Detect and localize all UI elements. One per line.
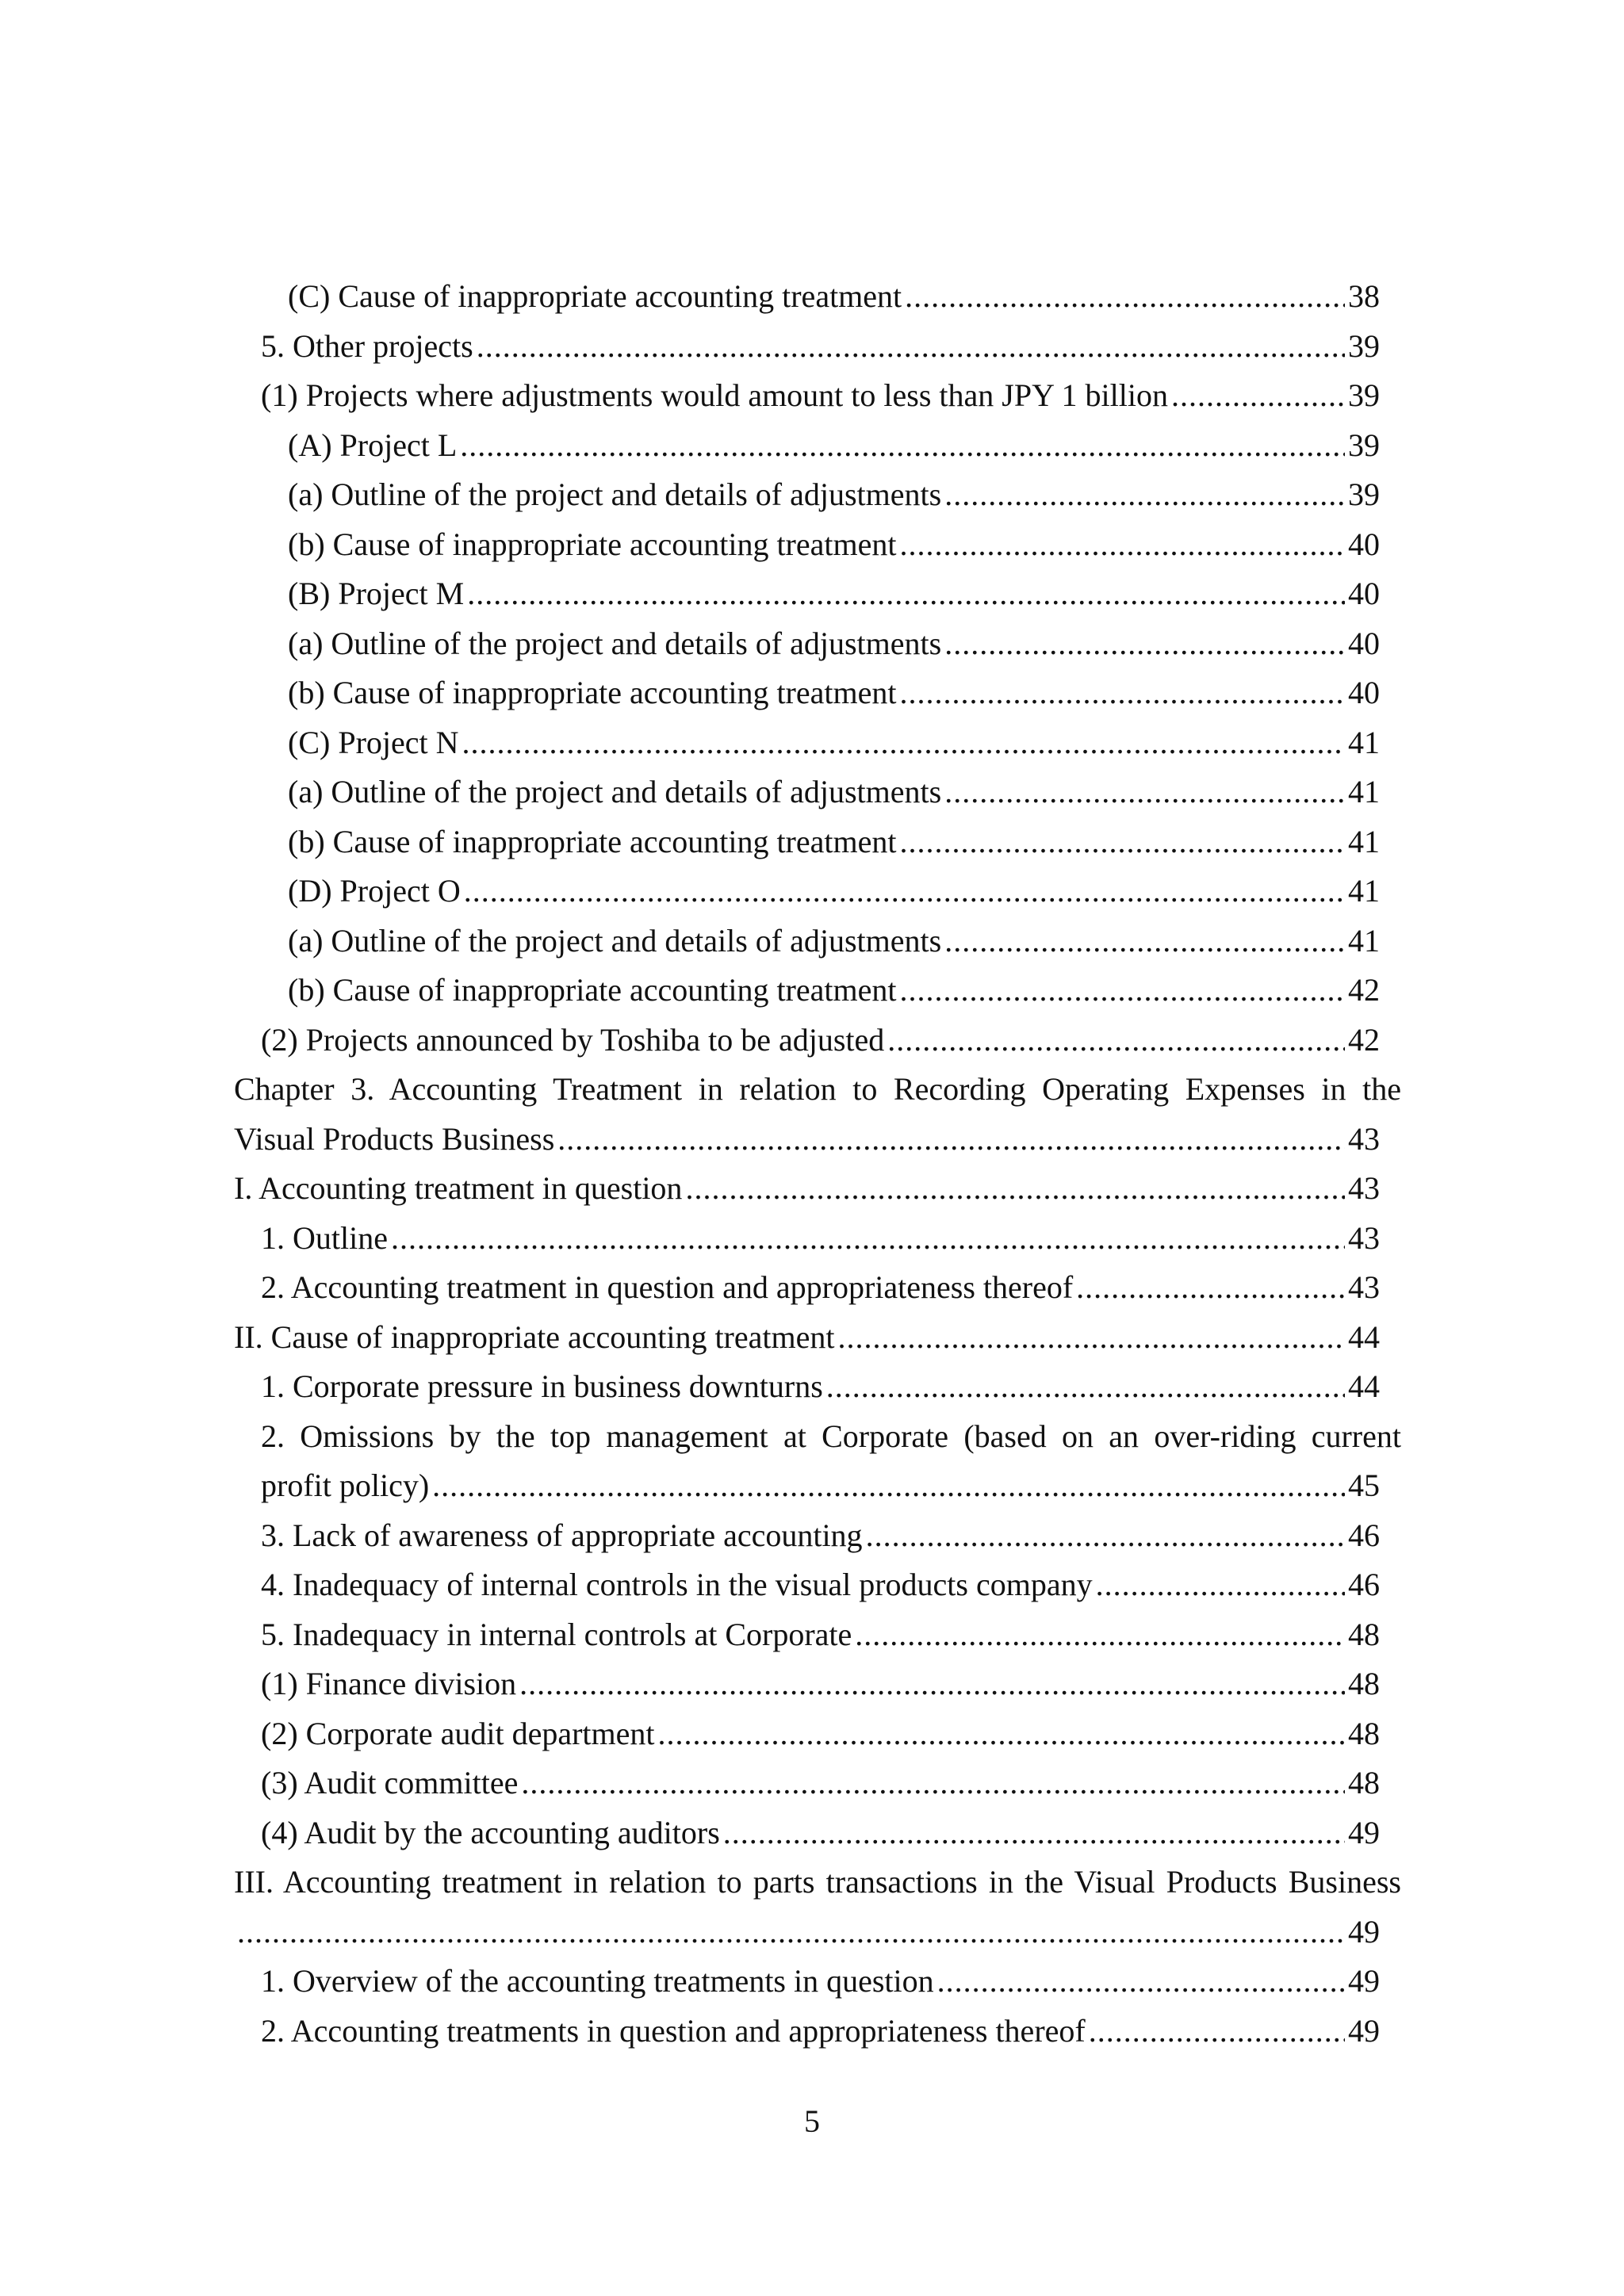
toc-entry-text: (a) Outline of the project and details of adjustments [288,774,942,809]
toc-leader-dots [944,767,1345,817]
toc-entry-text: (a) Outline of the project and details of adjustments [288,922,942,959]
toc-page-number: 45 [1348,1468,1380,1503]
toc-entry-text: 1. Corporate pressure in business downturns [261,1368,823,1404]
toc-entry-text: 2. Accounting treatment in question and appropriateness thereof [261,1269,1074,1305]
toc-leader-dots [899,817,1345,867]
toc-entry [234,1263,1380,1313]
toc-page-number: 39 [1348,427,1380,463]
toc-leader-dots [237,1908,1345,1957]
toc-entry [234,668,1380,718]
toc-entry-omissions [234,1412,1401,1511]
toc-page-number: 49 [1348,1963,1380,1999]
toc-leader-dots [1096,1560,1345,1610]
toc-entry [234,322,1380,372]
toc-entry [234,1957,1380,2007]
toc-entry [234,371,1380,421]
toc-leader-dots [464,867,1345,916]
toc-page-number: 41 [1348,823,1380,859]
toc-entry [234,1362,1380,1412]
toc-entry [234,619,1380,669]
toc-leader-dots [685,1164,1345,1214]
toc-entry [234,421,1380,471]
toc-page-number: 39 [1348,327,1380,364]
toc-entry [234,767,1380,817]
toc-leader-dots [826,1362,1345,1412]
toc-page-number: 41 [1348,774,1380,809]
toc-page-number: 48 [1348,1715,1380,1751]
toc-leader-dots [899,966,1345,1016]
toc-page-number: 46 [1348,1567,1380,1602]
toc-entry-parts-transactions [234,1858,1401,1957]
toc-leader-dots [905,272,1345,322]
toc-leader-dots [467,569,1345,619]
toc-entry-text: (a) Outline of the project and details of adjustments [288,625,942,661]
toc-page-number: 44 [1348,1318,1380,1355]
toc-entry [234,1709,1380,1759]
toc-entry-text-line2: Visual Products Business [234,1120,555,1157]
toc-page-number: 44 [1348,1368,1380,1404]
toc-page-number: 49 [1348,2012,1380,2049]
toc-leader-dots [657,1709,1345,1759]
toc-entry [234,2007,1380,2057]
toc-entry [234,1511,1380,1561]
toc-leader-dots [944,470,1345,520]
toc-leader-dots [899,520,1345,570]
toc-page-number: 46 [1348,1517,1380,1553]
toc-page-number: 40 [1348,675,1380,710]
toc-page-number: 39 [1348,377,1380,413]
toc-entry-text: (1) Projects where adjustments would amount to less than JPY 1 billion [261,377,1168,413]
toc-leader-dots [1171,371,1345,421]
toc-entry-text: (A) Project L [288,427,458,463]
toc-leader-dots [855,1610,1345,1660]
toc-entry-chapter-3 [234,1065,1401,1164]
toc-entry [234,718,1380,768]
toc-leader-dots [887,1016,1345,1066]
toc-entry-text: 5. Other projects [261,327,473,364]
toc-entry-text: I. Accounting treatment in question [234,1170,683,1206]
toc-leader-dots [866,1511,1345,1561]
toc-entry-text: (b) Cause of inappropriate accounting treatment [288,823,897,859]
toc-page-number: 43 [1348,1269,1380,1305]
toc-entry-text: (1) Finance division [261,1666,517,1701]
toc-entry-text: (3) Audit committee [261,1765,519,1800]
toc-entry [234,916,1380,966]
toc-leader-dots [557,1115,1345,1165]
toc-entry [234,1313,1380,1363]
toc-entry-text: 4. Inadequacy of internal controls in the visual products company [261,1567,1093,1602]
toc-leader-dots [477,322,1345,372]
toc-entry [234,817,1380,867]
toc-page-number: 43 [1348,1219,1380,1256]
toc-page-number: 39 [1348,476,1380,512]
toc-page-number: 43 [1348,1170,1380,1206]
toc-leader-dots [944,619,1345,669]
toc-entry [234,520,1380,570]
toc-entry-text: (D) Project O [288,873,461,909]
toc-page-number: 40 [1348,625,1380,661]
toc-leader-dots [899,668,1345,718]
toc-page-number: 48 [1348,1666,1380,1701]
toc-leader-dots [391,1214,1345,1264]
toc-entry-text: (2) Corporate audit department [261,1715,655,1751]
table-of-contents [234,272,1401,2056]
toc-entry-text: II. Cause of inappropriate accounting treatment [234,1318,835,1355]
toc-leader-dots [723,1808,1345,1858]
toc-entry [234,1016,1380,1066]
toc-entry-text: (C) Project N [288,724,459,760]
toc-page-number: 41 [1348,873,1380,909]
toc-leader-dots [1076,1263,1345,1313]
toc-entry [234,1808,1380,1858]
toc-entry-text: 5. Inadequacy in internal controls at Corporate [261,1616,852,1652]
page-number: 5 [804,2103,820,2139]
toc-entry-text-line1: III. Accounting treatment in relation to parts transactions in the Visual Products Business [234,1864,1401,1900]
toc-entry [234,272,1380,322]
toc-page-number: 40 [1348,576,1380,611]
toc-leader-dots [1089,2007,1345,2057]
toc-leader-dots [937,1957,1345,2007]
toc-leader-dots [837,1313,1345,1363]
toc-leader-dots [519,1659,1345,1709]
toc-entry-text: (4) Audit by the accounting auditors [261,1814,720,1850]
toc-leader-dots [521,1758,1345,1808]
toc-entry-text: (B) Project M [288,576,465,611]
toc-leader-dots [460,421,1345,471]
toc-entry [234,1758,1380,1808]
toc-page-number: 43 [1348,1120,1380,1157]
toc-leader-dots [944,916,1345,966]
toc-page-number: 38 [1348,278,1380,314]
toc-page-number: 42 [1348,1021,1380,1058]
toc-leader-dots [462,718,1345,768]
toc-entry [234,470,1380,520]
toc-page-number: 42 [1348,972,1380,1008]
toc-page-number: 48 [1348,1765,1380,1800]
toc-entry [234,867,1380,916]
toc-entry-text: (b) Cause of inappropriate accounting treatment [288,526,897,562]
toc-entry [234,1659,1380,1709]
toc-entry [234,1164,1380,1214]
toc-entry-text: (C) Cause of inappropriate accounting treatment [288,278,902,314]
toc-page-number: 41 [1348,922,1380,959]
toc-entry [234,966,1380,1016]
toc-page-number: 49 [1348,1814,1380,1850]
toc-entry [234,569,1380,619]
toc-entry [234,1214,1380,1264]
toc-entry-text-line2: profit policy) [261,1468,430,1503]
toc-entry-text: (2) Projects announced by Toshiba to be adjusted [261,1021,885,1058]
toc-entry-text-line1: Chapter 3. Accounting Treatment in relation to Recording Operating Expenses in the [234,1071,1401,1107]
toc-entry [234,1560,1380,1610]
toc-entry-text: (b) Cause of inappropriate accounting treatment [288,675,897,710]
toc-entry-text: 1. Overview of the accounting treatments in question [261,1963,934,1999]
toc-page-number: 48 [1348,1616,1380,1652]
toc-entry-text: 2. Accounting treatments in question and appropriateness thereof [261,2012,1086,2049]
toc-entry-text: 1. Outline [261,1219,388,1256]
toc-entry-text: (b) Cause of inappropriate accounting treatment [288,972,897,1008]
toc-page-number: 40 [1348,526,1380,562]
toc-entry-text: (a) Outline of the project and details of adjustments [288,476,942,512]
toc-entry [234,1610,1380,1660]
toc-page-number: 49 [1348,1913,1380,1950]
toc-entry-text: 3. Lack of awareness of appropriate accounting [261,1517,863,1553]
toc-entry-text-line1: 2. Omissions by the top management at Corporate (based on an over-riding current [261,1418,1401,1454]
toc-leader-dots [432,1461,1345,1511]
toc-page-number: 41 [1348,724,1380,760]
